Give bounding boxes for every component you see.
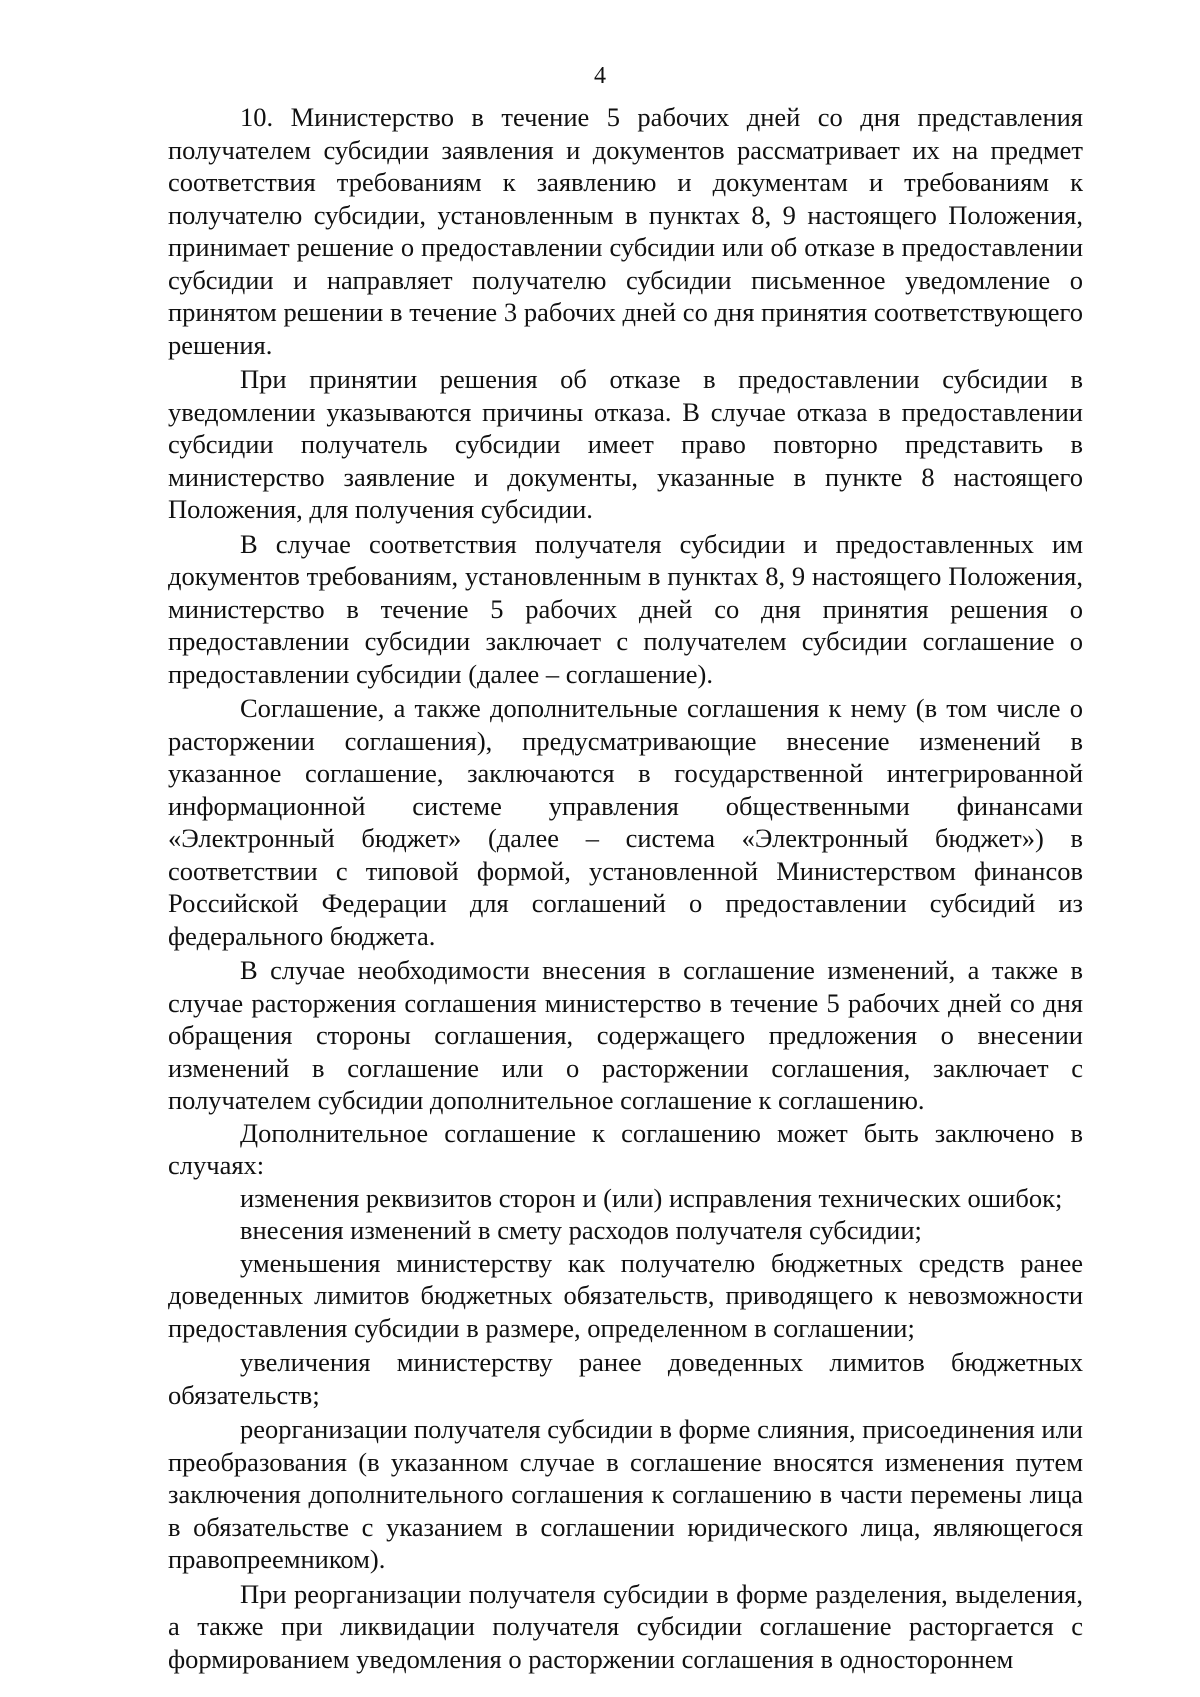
- paragraph-agreement-conclusion: В случае соответствия получателя субсидии и предоставленных им документов требованиям, установленным в пунктах 8, 9 настоящего Положения, министерство в течение 5 рабочих дней со дня принятия решения о предоставлении субсидии заключает с получателем субсидии соглашение о предоставлении субсидии (далее – соглашение).: [168, 528, 1083, 689]
- paragraph-10-review-of-application: 10. Министерство в течение 5 рабочих дней со дня представления получателем субсидии заявления и документов рассматривает их на предмет соответствия требованиям к заявлению и документам и требованиям к получателю субсидии, установленным в пунктах 8, 9 настоящего Положения, принимает решение о предоставлении субсидии или об отказе в предоставлении субсидии и направляет получателю субсидии письменное уведомление о принятом решении в течение 3 рабочих дней со дня принятия соответствующего решения.: [168, 102, 1083, 360]
- paragraph-additional-agreement-cases: Дополнительное соглашение к соглашению может быть заключено в случаях:: [168, 1117, 1083, 1180]
- document-body: [168, 101, 1083, 1675]
- list-item-limits-increase: увеличения министерству ранее доведенных лимитов бюджетных обязательств;: [168, 1347, 1083, 1410]
- list-item-estimate-change: внесения изменений в смету расходов получателя субсидии;: [240, 1215, 922, 1245]
- paragraph-refusal-reasons: При принятии решения об отказе в предоставлении субсидии в уведомлении указываются причины отказа. В случае отказа в предоставлении субсидии получатель субсидии имеет право повторно представить в министерство заявление и документы, указанные в пункте 8 настоящего Положения, для получения субсидии.: [168, 364, 1083, 524]
- list-item-limits-decrease: уменьшения министерству как получателю бюджетных средств ранее доведенных лимитов бюджетных обязательств, приводящего к невозможности предоставления субсидии в размере, определенном в соглашении;: [168, 1247, 1083, 1343]
- page-number: 4: [594, 63, 606, 89]
- list-item-reorganization: реорганизации получателя субсидии в форме слияния, присоединения или преобразования (в указанном случае в соглашение вносятся изменения путем заключения дополнительного соглашения к соглашению в части перемены лица в обязательстве с указанием в соглашении юридического лица, являющегося правопреемником).: [168, 1414, 1083, 1574]
- paragraph-agreement-amendments: В случае необходимости внесения в соглашение изменений, а также в случае расторжения соглашения министерство в течение 5 рабочих дней со дня обращения стороны соглашения, содержащего предложения о внесении изменений в соглашение или о расторжении соглашения, заключает с получателем субсидии дополнительное соглашение к соглашению.: [168, 955, 1083, 1115]
- list-item-details-change: изменения реквизитов сторон и (или) исправления технических ошибок;: [240, 1182, 1063, 1213]
- paragraph-electronic-budget: Соглашение, а также дополнительные соглашения к нему (в том числе о расторжении соглашения), предусматривающие внесение изменений в указанное соглашение, заключаются в государственной интегрированной информационной системе управления общественными финансами «Электронный бюджет» (далее – система «Электронный бюджет») в соответствии с типовой формой, установленной Министерством финансов Российской Федерации для соглашений о предоставлении субсидий из федерального бюджета.: [168, 693, 1083, 951]
- paragraph-liquidation-termination: При реорганизации получателя субсидии в форме разделения, выделения, а также при ликвидации получателя субсидии соглашение расторгается с формированием уведомления о расторжении соглашения в одностороннем: [168, 1578, 1083, 1674]
